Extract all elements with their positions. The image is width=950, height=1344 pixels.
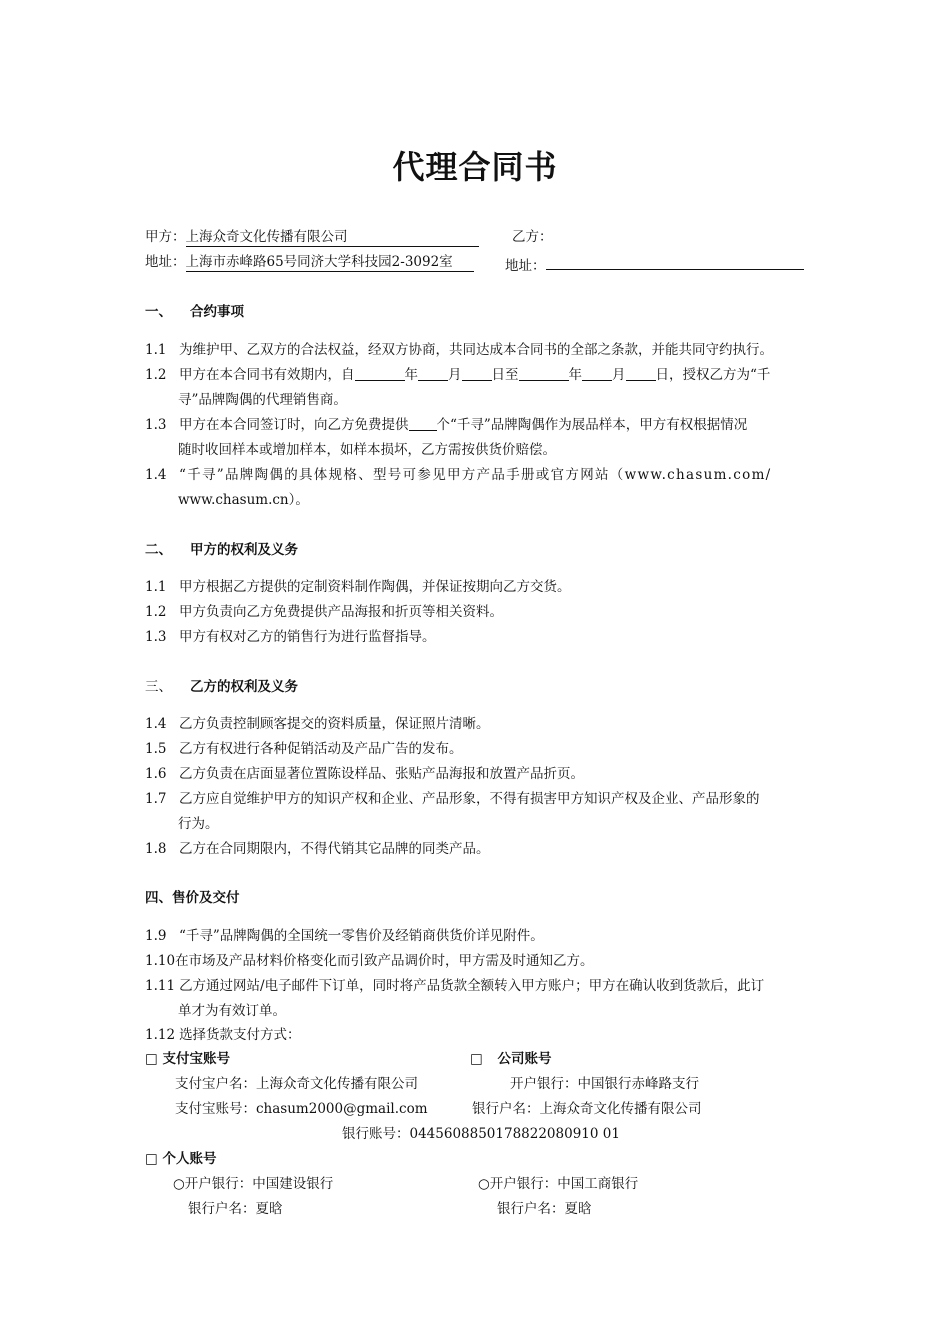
section-2-number: 二、 xyxy=(145,542,172,558)
clause-4-10 xyxy=(145,951,594,971)
month-label: 月 xyxy=(448,367,462,383)
company-account-option[interactable] xyxy=(470,1049,551,1069)
address-b-row xyxy=(505,252,804,276)
clause-text: 在市场及产品材料价格变化而引致产品调价时，甲方需及时通知乙方。 xyxy=(175,953,594,969)
company-account-checkbox[interactable]: □ xyxy=(470,1051,483,1067)
blank-field xyxy=(409,416,437,431)
clause-text: 乙方负责在店面显著位置陈设样品、张贴产品海报和放置产品折页。 xyxy=(179,766,584,782)
clause-1-2-cont: 寻”品牌陶偶的代理销售商。 xyxy=(178,392,347,408)
blank-field xyxy=(462,366,492,381)
address-a-row xyxy=(145,252,474,272)
clause-number: 1.2 xyxy=(145,367,167,383)
bank-name: 开户银行：中国建设银行 xyxy=(184,1176,334,1192)
blank-field xyxy=(355,366,405,381)
clause-4-11-cont: 单才为有效订单。 xyxy=(178,1003,286,1019)
section-1-number: 一、 xyxy=(145,304,172,320)
clause-1-3-cont: 随时收回样本或增加样本，如样本损坏，乙方需按供货价赔偿。 xyxy=(178,442,556,458)
clause-text: 甲方在本合同书有效期内，自 xyxy=(179,367,355,383)
radio-icon[interactable]: ○ xyxy=(478,1176,490,1192)
clause-text: 乙方在合同期限内，不得代销其它品牌的同类产品。 xyxy=(179,841,490,857)
clause-number: 1.5 xyxy=(145,741,167,757)
clause-number: 1.1 xyxy=(145,579,167,595)
clause-text: 甲方根据乙方提供的定制资料制作陶偶，并保证按期向乙方交货。 xyxy=(179,579,571,595)
party-a-label: 甲方： xyxy=(145,229,186,245)
party-b-label: 乙方： xyxy=(512,229,553,245)
clause-number: 1.10 xyxy=(145,953,176,969)
year-label: 年 xyxy=(568,367,582,383)
clause-3-4 xyxy=(145,714,490,734)
clause-number: 1.6 xyxy=(145,766,167,782)
section-3-number: 三、 xyxy=(145,679,172,695)
clause-3-7-cont: 行为。 xyxy=(178,816,219,832)
blank-field xyxy=(582,366,612,381)
month-label: 月 xyxy=(612,367,626,383)
address-a-value: 上海市赤峰路65号同济大学科技园2-3092室 xyxy=(186,254,474,272)
clause-number: 1.9 xyxy=(145,928,167,944)
personal-holder-1: 银行户名：夏晗 xyxy=(188,1201,283,1217)
personal-account-option[interactable] xyxy=(145,1149,216,1169)
alipay-checkbox[interactable]: □ xyxy=(145,1051,158,1067)
personal-holder-2: 银行户名：夏晗 xyxy=(497,1201,592,1217)
clause-3-6 xyxy=(145,764,584,784)
address-b-label: 地址： xyxy=(505,258,546,274)
clause-1-3 xyxy=(145,415,747,435)
alipay-name: 支付宝户名：上海众奇文化传播有限公司 xyxy=(175,1076,418,1092)
clause-text: “千寻”品牌陶偶的全国统一零售价及经销商供货价详见附件。 xyxy=(179,928,544,944)
section-1-heading xyxy=(145,302,244,322)
address-b-blank xyxy=(546,252,804,270)
blank-field xyxy=(626,366,656,381)
clause-number: 1.12 xyxy=(145,1027,176,1043)
clause-3-7 xyxy=(145,789,760,809)
clause-text: 乙方负责控制顾客提交的资料质量，保证照片清晰。 xyxy=(179,716,490,732)
clause-number: 1.4 xyxy=(145,716,167,732)
alipay-option[interactable] xyxy=(145,1049,230,1069)
blank-field xyxy=(418,366,448,381)
clause-text: 乙方有权进行各种促销活动及产品广告的发布。 xyxy=(179,741,463,757)
section-1-title: 合约事项 xyxy=(190,304,244,320)
clause-1-4 xyxy=(145,465,772,485)
clause-text: 甲方负责向乙方免费提供产品海报和折页等相关资料。 xyxy=(179,604,503,620)
clause-2-2 xyxy=(145,602,503,622)
clause-number: 1.1 xyxy=(145,342,167,358)
personal-bank-1[interactable] xyxy=(173,1174,333,1194)
clause-number: 1.3 xyxy=(145,417,167,433)
alipay-title: 支付宝账号 xyxy=(162,1051,230,1067)
clause-number: 1.3 xyxy=(145,629,167,645)
clause-text: 乙方通过网站/电子邮件下订单，同时将产品货款全额转入甲方账户；甲方在确认收到货款后，此订 xyxy=(179,978,765,994)
section-3-title: 乙方的权利及义务 xyxy=(190,679,298,695)
party-a-value: 上海众奇文化传播有限公司 xyxy=(186,229,479,247)
clause-1-1 xyxy=(145,340,773,360)
personal-bank-2[interactable] xyxy=(478,1174,638,1194)
section-2-heading xyxy=(145,540,298,560)
clause-text: 为维护甲、乙双方的合法权益，经双方协商，共同达成本合同书的全部之条款，并能共同守约执行。 xyxy=(179,342,773,358)
clause-number: 1.11 xyxy=(145,978,176,994)
clause-4-9 xyxy=(145,926,544,946)
company-holder: 银行户名：上海众奇文化传播有限公司 xyxy=(472,1101,702,1117)
clause-text: 选择货款支付方式： xyxy=(179,1027,301,1043)
clause-3-8 xyxy=(145,839,490,859)
bank-name: 开户银行：中国工商银行 xyxy=(489,1176,639,1192)
clause-3-5 xyxy=(145,739,463,759)
section-4-heading: 四、售价及交付 xyxy=(145,890,240,906)
section-3-heading xyxy=(145,677,298,697)
clause-number: 1.7 xyxy=(145,791,167,807)
clause-number: 1.8 xyxy=(145,841,167,857)
company-bank: 开户银行：中国银行赤峰路支行 xyxy=(510,1076,699,1092)
clause-text: “千寻”品牌陶偶的具体规格、型号可参见甲方产品手册或官方网站（www.chasum.com/ xyxy=(179,467,772,483)
clause-1-4-cont: www.chasum.cn）。 xyxy=(178,492,309,508)
clause-text: 乙方应自觉维护甲方的知识产权和企业、产品形象，不得有损害甲方知识产权及企业、产品形象的 xyxy=(179,791,760,807)
clause-2-3 xyxy=(145,627,436,647)
personal-account-title: 个人账号 xyxy=(162,1151,217,1167)
clause-number: 1.4 xyxy=(145,467,167,483)
clause-text: 日，授权乙方为“千 xyxy=(655,367,771,383)
clause-text: 甲方在本合同签订时，向乙方免费提供 xyxy=(179,417,409,433)
address-a-label: 地址： xyxy=(145,254,186,270)
clause-number: 1.2 xyxy=(145,604,167,620)
party-a-row xyxy=(145,227,479,247)
blank-field xyxy=(519,366,569,381)
personal-account-checkbox[interactable]: □ xyxy=(145,1151,158,1167)
clause-4-12 xyxy=(145,1025,301,1045)
document-title: 代理合同书 xyxy=(392,148,558,186)
clause-text: 甲方有权对乙方的销售行为进行监督指导。 xyxy=(179,629,436,645)
clause-2-1 xyxy=(145,577,571,597)
clause-text: 个“千寻”品牌陶偶作为展品样本，甲方有权根据情况 xyxy=(436,417,748,433)
section-2-title: 甲方的权利及义务 xyxy=(190,542,298,558)
company-account-number: 银行账号：0445608850178822080910 01 xyxy=(342,1126,620,1142)
radio-icon[interactable]: ○ xyxy=(173,1176,185,1192)
company-account-title: 公司账号 xyxy=(497,1051,552,1067)
day-to-label: 日至 xyxy=(491,367,519,383)
clause-1-2 xyxy=(145,365,770,385)
clause-4-11 xyxy=(145,976,764,996)
year-label: 年 xyxy=(404,367,418,383)
alipay-account: 支付宝账号：chasum2000@gmail.com xyxy=(175,1101,428,1117)
